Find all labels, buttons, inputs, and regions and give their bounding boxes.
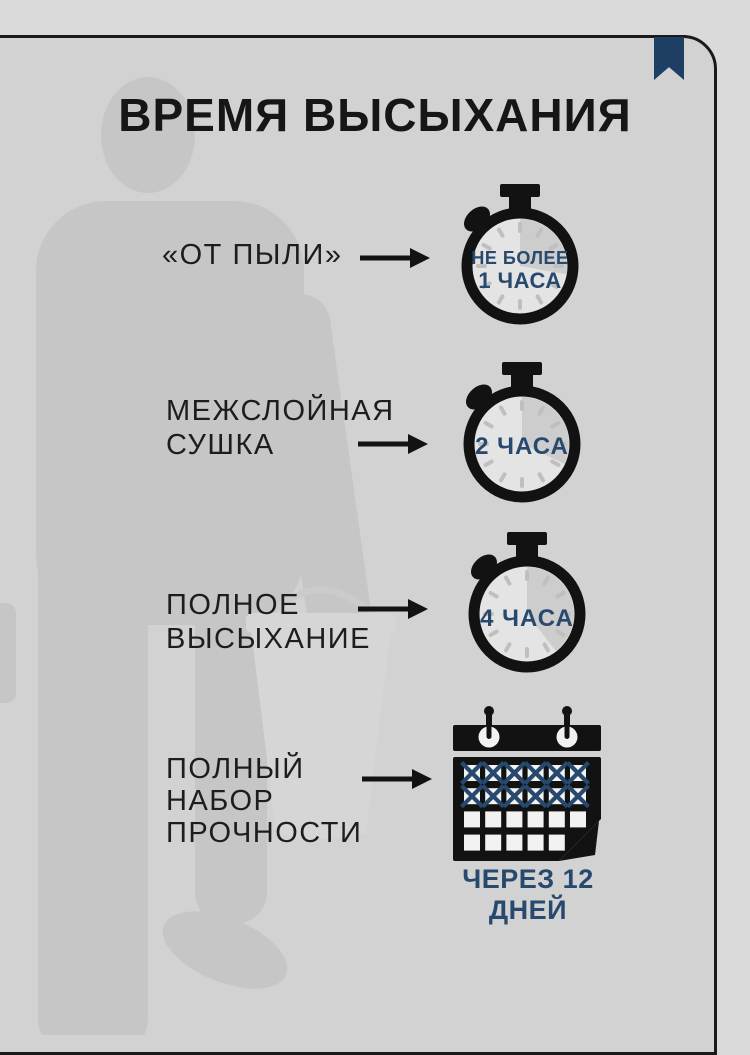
arrow-right-icon (358, 597, 428, 621)
arrow-right-icon (360, 246, 430, 270)
arrow-right-icon (358, 432, 428, 456)
row-label-ot-pyli: «ОТ ПЫЛИ» (162, 239, 343, 271)
stopwatch-value: НЕ БОЛЕЕ (471, 248, 569, 268)
stopwatch-value: 4 ЧАСА (480, 605, 574, 632)
row-label-polny-nabor: ПОЛНЫЙ НАБОР ПРОЧНОСТИ (166, 753, 363, 849)
stopwatch-icon (453, 182, 587, 332)
arrow-right-icon (362, 767, 432, 791)
stopwatch-icon (455, 360, 589, 510)
page-title: ВРЕМЯ ВЫСЫХАНИЯ (118, 89, 632, 141)
stopwatch-value: 2 ЧАСА (475, 433, 569, 460)
calendar-icon (447, 703, 607, 868)
row-label-mezhsloynaya: МЕЖСЛОЙНАЯ СУШКА (166, 395, 395, 461)
row-label-polnoe: ПОЛНОЕ ВЫСЫХАНИЕ (166, 589, 371, 655)
stopwatch-icon (460, 530, 594, 680)
calendar-caption: ЧЕРЕЗ 12 ДНЕЙ (462, 864, 594, 925)
stopwatch-value: 1 ЧАСА (478, 268, 562, 293)
